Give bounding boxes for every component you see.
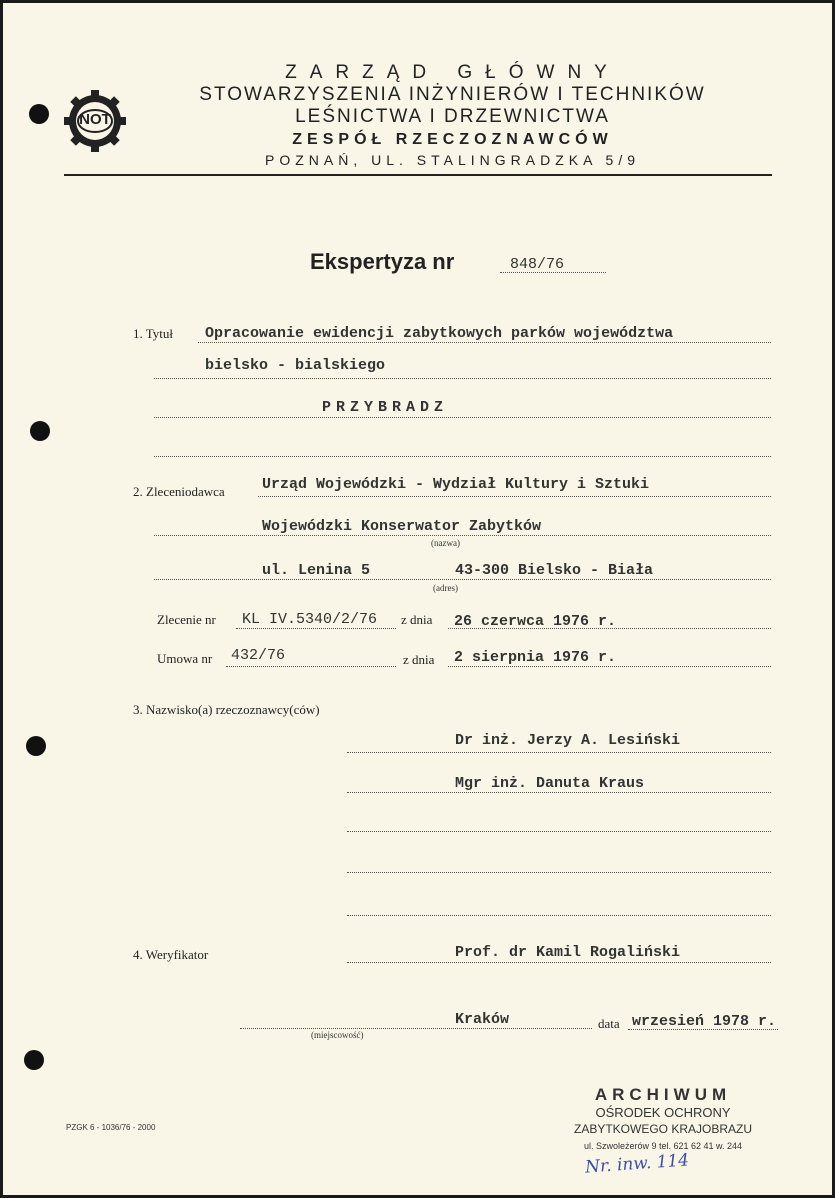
place-caption: (miejscowość) [311,1030,364,1040]
header-line-team: ZESPÓŁ RZECZOZNAWCÓW [292,131,613,148]
header-rule [64,174,772,176]
verifier-label: 4. Weryfikator [133,947,209,962]
header-line-association: STOWARZYSZENIA INŻYNIERÓW I TECHNIKÓW [199,84,706,105]
order-date-label: z dnia [401,612,433,627]
document-title: Ekspertyza nr [310,249,455,274]
dotted-line [448,628,771,629]
dotted-line [154,535,771,536]
dotted-line [240,1028,592,1029]
header-line-forestry: LEŚNICTWA I DRZEWNICTWA [295,106,610,127]
dotted-line [198,342,771,343]
not-logo [62,88,128,154]
address-caption: (adres) [433,583,458,593]
header-line-zarzad: ZARZĄD GŁÓWNY [285,62,620,83]
section-title-label: 1. Tytuł [133,326,174,341]
order-number: KL IV.5340/2/76 [242,611,378,628]
date-label: data [598,1016,620,1031]
punch-hole [29,104,49,124]
contract-date-label: z dnia [403,652,435,667]
date-value: wrzesień 1978 r. [632,1013,777,1030]
stamp-line-3: ZABYTKOWEGO KRAJOBRAZU [573,1122,753,1136]
stamp-line-4: ul. Szwoleżerów 9 tel. 621 62 41 w. 244 [583,1141,743,1151]
punch-hole [24,1050,44,1070]
dotted-line [154,378,771,379]
dotted-line [347,872,771,873]
dotted-line [236,628,396,629]
contract-number: 432/76 [231,647,286,664]
print-code: PZGK 6 - 1036/76 - 2000 [66,1123,156,1132]
place-value: Kraków [455,1011,510,1028]
dotted-line [347,962,771,963]
dotted-line [500,272,606,273]
expert-1: Dr inż. Jerzy A. Lesiński [455,732,681,749]
experts-label: 3. Nazwisko(a) rzeczoznawcy(ców) [133,702,320,717]
dotted-line [347,792,771,793]
archive-stamp [558,1085,768,1153]
stamp-line-1: ARCHIWUM [594,1085,732,1104]
header-line-address: POZNAŃ, UL. STALINGRADZKA 5/9 [264,152,641,168]
dotted-line [258,496,771,497]
dotted-line [448,666,771,667]
client-street: ul. Lenina 5 [262,562,371,579]
order-date: 26 czerwca 1976 r. [454,613,617,630]
dotted-line [154,579,771,580]
title-line-3: PRZYBRADZ [322,399,449,416]
title-line-2: bielsko - bialskiego [205,357,386,374]
contract-label: Umowa nr [157,651,213,666]
client-name-line-2: Wojewódzki Konserwator Zabytków [262,518,542,535]
client-label: 2. Zleceniodawca [133,484,225,499]
logo-text: NOT [79,111,111,128]
punch-hole [30,421,50,441]
dotted-line [154,417,771,418]
client-city: 43-300 Bielsko - Biała [455,562,654,579]
contract-date: 2 sierpnia 1976 r. [454,649,617,666]
verifier-name: Prof. dr Kamil Rogaliński [455,944,681,961]
dotted-line [347,915,771,916]
dotted-line [154,456,771,457]
order-label: Zlecenie nr [157,612,216,627]
stamp-line-2: OŚRODEK OCHRONY [595,1105,731,1120]
name-caption: (nazwa) [431,538,460,548]
expert-2: Mgr inż. Danuta Kraus [455,775,645,792]
title-line-1: Opracowanie ewidencji zabytkowych parków województwa [205,325,674,342]
document-number: 848/76 [510,256,565,273]
dotted-line [226,666,396,667]
dotted-line [347,752,771,753]
dotted-line [347,831,771,832]
handwritten-inventory-number: Nr. inw. 114 [584,1150,690,1178]
punch-hole [26,736,46,756]
dotted-line [628,1029,778,1030]
client-name-line-1: Urząd Wojewódzki - Wydział Kultury i Sztuki [262,476,650,493]
